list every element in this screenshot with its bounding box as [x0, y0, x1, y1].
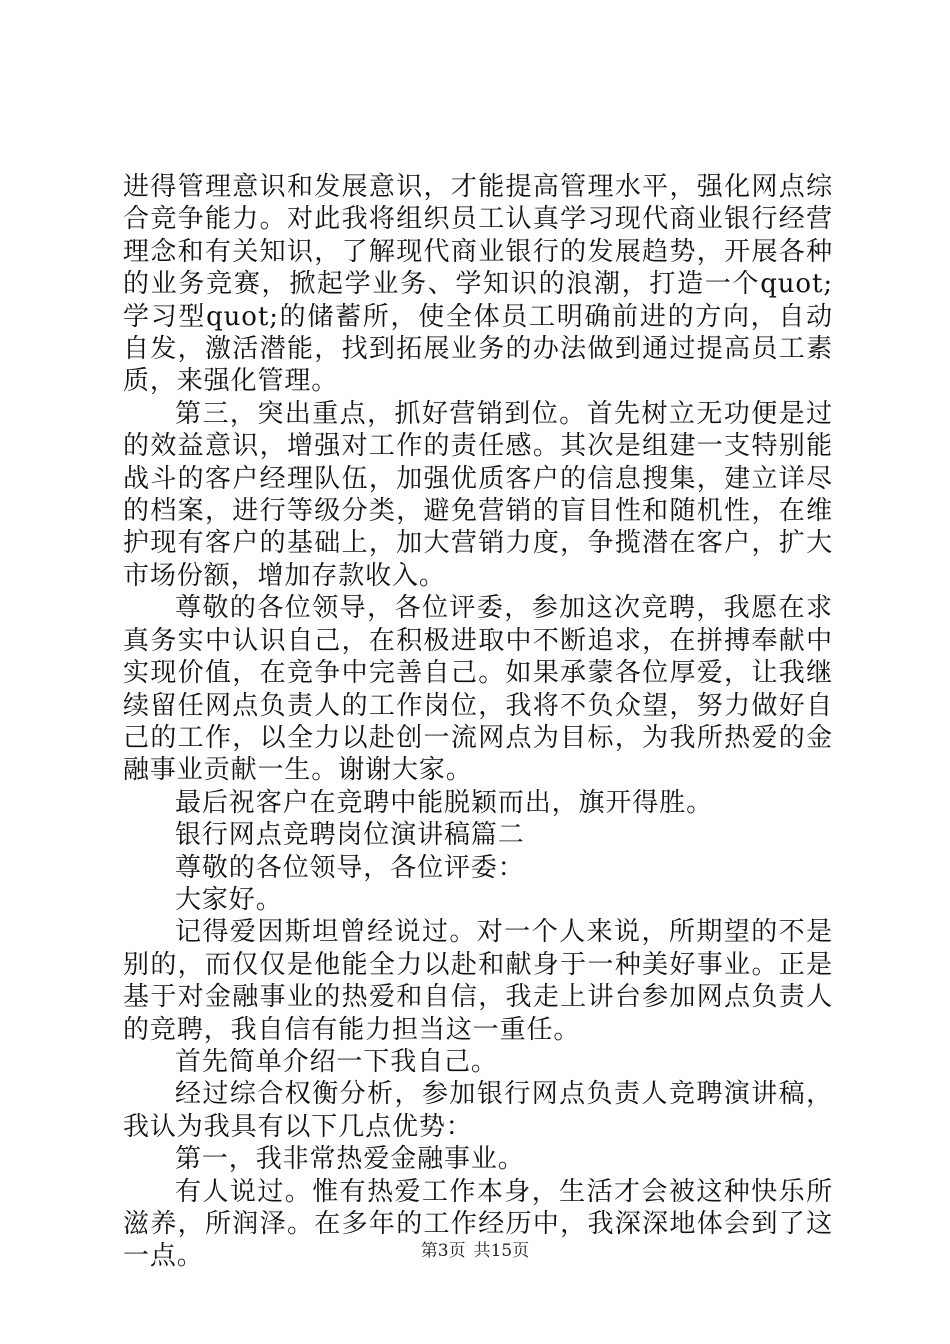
paragraph: 最后祝客户在竞聘中能脱颖而出，旗开得胜。 [175, 787, 714, 818]
page-footer [0, 1240, 950, 1262]
paragraph: 第三，突出重点，抓好营销到位。首先树立无功便是过的效益意识，增强对工作的责任感。其次是组建一支特别能战斗的客户经理队伍，加强优质客户的信息搜集，建立详尽的档案，进行等级分类，避免营销的盲目性和随机性，在维护现有客户的基础上，加大营销力度，争揽潜在客户，扩大市场份额，增加存款收入。 [123, 398, 833, 591]
page-number: 第3页 [420, 1241, 466, 1261]
paragraph: 有人说过。惟有热爱工作本身，生活才会被这种快乐所滋养，所润泽。在多年的工作经历中，我深深地体会到了这一点。 [123, 1176, 833, 1272]
salutation: 尊敬的各位领导，各位评委： [175, 852, 525, 883]
paragraph: 尊敬的各位领导，各位评委，参加这次竞聘，我愿在求真务实中认识自己，在积极进取中不断追求，在拼搏奉献中实现价值，在竞争中完善自己。如果承蒙各位厚爱，让我继续留任网点负责人的工作岗位，我将不负众望，努力做好自己的工作，以全力以赴创一流网点为目标，为我所热爱的金融事业贡献一生。谢谢大家。 [123, 593, 833, 786]
paragraph: 首先简单介绍一下我自己。 [175, 1046, 498, 1077]
greeting: 大家好。 [175, 884, 283, 915]
paragraph: 记得爱因斯坦曾经说过。对一个人来说，所期望的不是别的，而仅仅是他能全力以赴和献身于一种美好事业。正是基于对金融事业的热爱和自信，我走上讲台参加网点负责人的竞聘，我自信有能力担当这一重任。 [123, 917, 833, 1045]
page-total: 共15页 [473, 1241, 530, 1261]
paragraph: 经过综合权衡分析，参加银行网点负责人竞聘演讲稿，我认为我具有以下几点优势： [123, 1079, 833, 1142]
paragraph: 第一，我非常热爱金融事业。 [175, 1144, 525, 1175]
section-heading: 银行网点竞聘岗位演讲稿篇二 [175, 820, 525, 851]
document-body [123, 171, 833, 1273]
paragraph: 进得管理意识和发展意识，才能提高管理水平，强化网点综合竞争能力。对此我将组织员工认真学习现代商业银行经营理念和有关知识，了解现代商业银行的发展趋势，开展各种的业务竞赛，掀起学业务、学知识的浪潮，打造一个quot;学习型quot;的储蓄所，使全体员工明确前进的方向，自动自发，激活潜能，找到拓展业务的办法做到通过提高员工素质，来强化管理。 [123, 172, 833, 397]
